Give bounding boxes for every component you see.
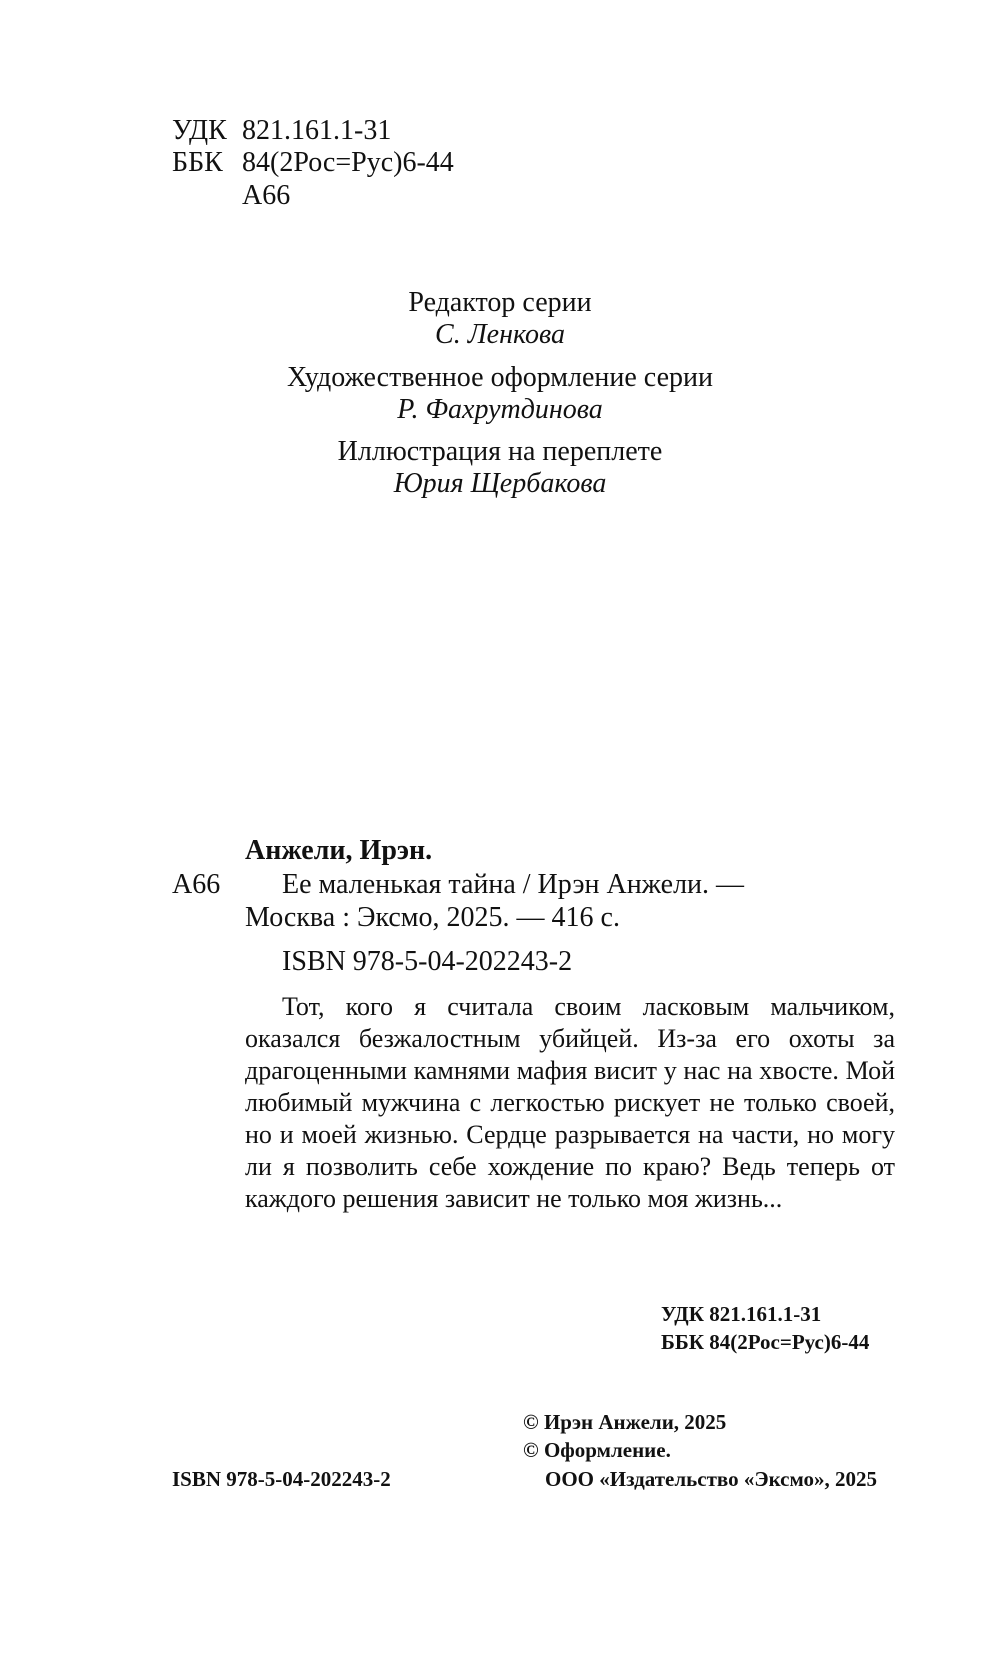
author-sign-top: А66 [242,180,291,211]
bbk-bottom: ББК 84(2Рос=Рус)6-44 [661,1330,870,1354]
copyright-design: © Оформление. [523,1438,671,1462]
udk-line [172,115,391,147]
udk-label: УДК [172,115,227,146]
bbk-line [172,147,454,179]
credit-role-design: Художественное оформление серии [287,362,713,393]
isbn-bottom: ISBN 978-5-04-202243-2 [172,1467,391,1491]
copyright-author: © Ирэн Анжели, 2025 [523,1410,727,1434]
author-sign-margin: А66 [172,869,221,900]
credit-role-illustration: Иллюстрация на переплете [337,436,663,467]
udk-bottom: УДК 821.161.1-31 [661,1302,822,1326]
credit-name-illustration: Юрия Щербакова [393,468,607,499]
udk-value: 821.161.1-31 [242,115,392,146]
imprint-line: Москва : Эксмо, 2025. — 416 с. [245,902,620,933]
title-line: Ее маленькая тайна / Ирэн Анжели. — [282,869,745,900]
credit-role-editor: Редактор серии [408,287,592,318]
bbk-value: 84(2Рос=Рус)6-44 [242,147,454,178]
copyright-publisher: ООО «Издательство «Эксмо», 2025 [545,1467,878,1491]
author-heading: Анжели, Ирэн. [245,835,433,866]
credit-name-editor: С. Ленкова [435,319,565,350]
isbn-line: ISBN 978-5-04-202243-2 [282,946,573,977]
bbk-label: ББК [172,147,223,178]
annotation-text: Тот, кого я считала своим ласковым мальчиком, оказался безжалостным убийцей. Из-за его охоты за драгоценными камнями мафия висит у нас на хвосте. Мой любимый мужчина с легкостью рискует не только своей, но и моей жизнью. Сердце разрывается на части, но могу ли я позволить себе хождение по краю? Ведь теперь от каждого решения зависит не только моя жизнь... [245,992,895,1213]
credit-name-design: Р. Фахрутдинова [397,394,603,425]
